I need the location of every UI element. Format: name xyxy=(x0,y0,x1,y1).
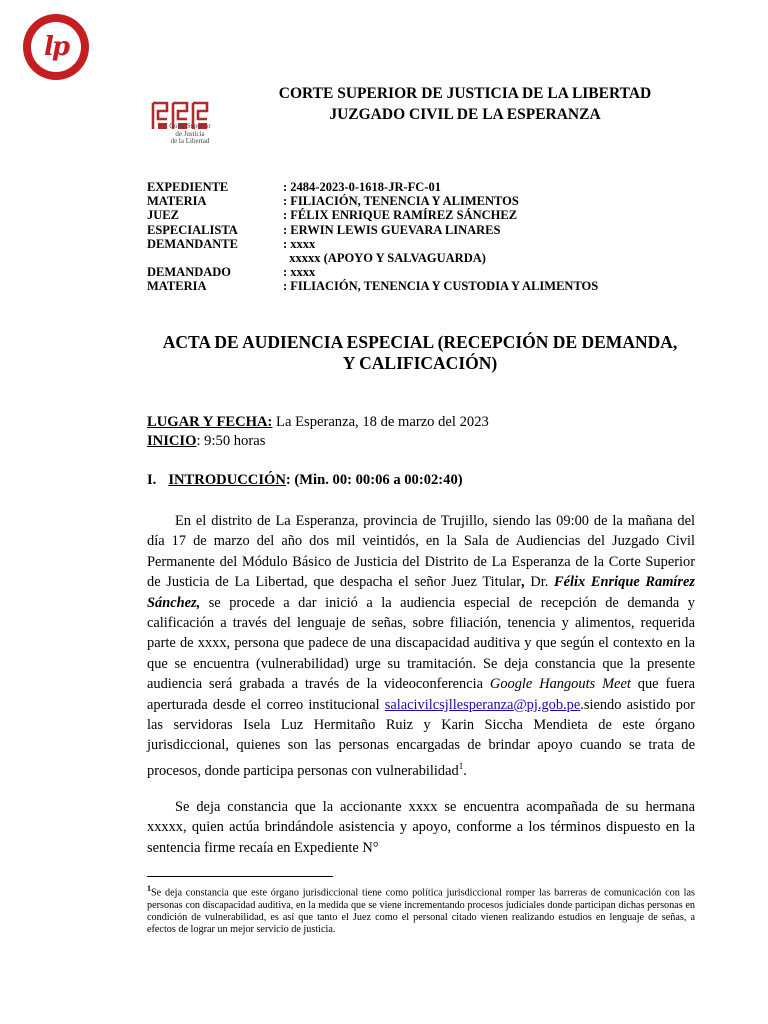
case-info-value: : FILIACIÓN, TENENCIA Y CUSTODIA Y ALIMENTOS xyxy=(283,279,599,294)
lugar-fecha-value: La Esperanza, 18 de marzo del 2023 xyxy=(272,414,489,430)
case-info-key xyxy=(147,251,283,265)
paragraph-comma: , xyxy=(521,574,525,591)
inicio-label: INICIO xyxy=(147,433,197,449)
case-info-table xyxy=(147,180,598,294)
case-info-key: DEMANDANTE xyxy=(147,236,238,251)
lp-logo xyxy=(23,14,89,80)
case-info-key: DEMANDADO xyxy=(147,265,232,280)
footnote-divider xyxy=(147,876,333,877)
paragraph-text: . xyxy=(463,762,467,779)
lugar-fecha xyxy=(147,414,489,431)
case-info-value: : 2484-2023-0-1618-JR-FC-01 xyxy=(283,180,441,194)
case-info-value: : FILIACIÓN, TENENCIA Y ALIMENTOS xyxy=(283,194,519,209)
lugar-fecha-label: LUGAR Y FECHA: xyxy=(147,414,273,430)
section-title: INTRODUCCIÓN xyxy=(168,472,286,488)
paragraph-text: .siendo asistido por las servidoras Isela Luz Hermitaño Ruiz y Karin Siccha Mendieta de este órgano jurisdiccional, quienes son las personas encargadas de brindar apoyo cuando se trata de procesos, donde participa personas con vulnerabilidad xyxy=(147,696,695,779)
inicio-value: : 9:50 horas xyxy=(196,433,266,449)
document-title-line2: Y CALIFICACIÓN) xyxy=(342,353,498,373)
case-info-key: EXPEDIENTE xyxy=(147,180,229,194)
footnote xyxy=(147,883,695,936)
court-name-line: Corte Superior xyxy=(169,122,211,130)
footnote-marker: 1 xyxy=(147,884,151,893)
case-info-key: ESPECIALISTA xyxy=(147,222,238,237)
document-title xyxy=(140,332,700,374)
inicio xyxy=(147,433,265,450)
section-heading xyxy=(147,472,463,489)
section-number: I. xyxy=(147,472,157,488)
lp-logo-inner xyxy=(31,22,81,72)
footnote-ref[interactable]: 1 xyxy=(458,760,464,771)
court-subtitle: JUZGADO CIVIL DE LA ESPERANZA xyxy=(329,106,601,123)
case-info-key: MATERIA xyxy=(147,194,207,209)
lp-logo-text: lp xyxy=(43,32,69,62)
case-info-row xyxy=(147,208,598,222)
section-time-range: : (Min. 00: 00:06 a 00:02:40) xyxy=(285,472,463,488)
case-info-row xyxy=(147,194,598,208)
case-info-value: xxxxx (APOYO Y SALVAGUARDA) xyxy=(283,251,486,266)
case-info-value: : ERWIN LEWIS GUEVARA LINARES xyxy=(283,222,501,237)
court-name-line: de Justicia xyxy=(175,129,205,138)
judge-name: Félix Enrique Ramírez Sánchez, xyxy=(147,574,696,611)
paragraph-text: que fuera aperturada desde el correo institucional xyxy=(147,676,695,713)
case-info-row xyxy=(147,223,598,237)
case-info-row xyxy=(147,265,598,279)
case-info-value: : xxxx xyxy=(283,236,316,251)
case-info-value: : FÉLIX ENRIQUE RAMÍREZ SÁNCHEZ xyxy=(283,208,518,223)
case-info-key: JUEZ xyxy=(147,208,179,223)
document-title-line1: ACTA DE AUDIENCIA ESPECIAL (RECEPCIÓN DE DEMANDA, xyxy=(162,332,678,352)
case-info-row xyxy=(147,237,598,251)
paragraph-dr: Dr. xyxy=(524,574,555,591)
footnote-text: Se deja constancia que este órgano jurisdiccional tiene como política jurisdiccional romper las barreras de comunicación con las personas con discapacidad auditiva, en la medida que se viene incrementando procesos judiciales donde participan dichas personas en condición de vulnerabilidad, es así que tanto el Juez como el personal citado vienen realizando estudios en lenguaje de señas, a efectos de lograr un mejor servicio de justicia. xyxy=(147,887,695,935)
case-info-key: MATERIA xyxy=(147,279,207,294)
institutional-email-link[interactable]: salacivilcsjllesperanza@pj.gob.pe xyxy=(384,696,581,713)
court-name-line: de la Libertad xyxy=(170,137,210,145)
intro-paragraph xyxy=(147,511,695,781)
app-name: Google Hangouts Meet xyxy=(489,676,631,693)
paragraph-text: se procede a dar inició a la audiencia especial de recepción de demanda y calificación a través del lenguaje de señas, sobre filiación, tenencia y alimentos, requerida parte de xxxx, persona que padece de una discapacidad auditiva y que según el contexto en la que se encuentra (vulnerabilidad) urge su tramitación. Se deja constancia que la presente audiencia será grabada a través de la videoconferencia xyxy=(147,594,695,693)
companion-paragraph: Se deja constancia que la accionante xxxx se encuentra acompañada de su hermana xxxxx, quien actúa brindándole asistencia y apoyo, conforme a los términos dispuesto en la sentencia firme recaía en Expediente N° xyxy=(147,799,695,856)
court-emblem-name xyxy=(150,123,230,146)
case-info-row xyxy=(147,279,598,293)
case-info-value: : xxxx xyxy=(283,265,316,280)
case-info-row xyxy=(147,180,598,194)
body-text xyxy=(147,511,695,858)
paragraph-text: En el distrito de La Esperanza, provincia de Trujillo, siendo las 09:00 de la mañana del día 17 de marzo del año dos mil veintidós, en la Sala de Audiencias del Juzgado Civil Permanente del Módulo Básico de Justicia del Distrito de La Esperanza de la Corte Superior de Justicia de La Libertad, que despacha el señor Juez Titular xyxy=(147,513,695,591)
court-title: CORTE SUPERIOR DE JUSTICIA DE LA LIBERTAD xyxy=(278,85,652,102)
case-info-row xyxy=(147,251,598,265)
